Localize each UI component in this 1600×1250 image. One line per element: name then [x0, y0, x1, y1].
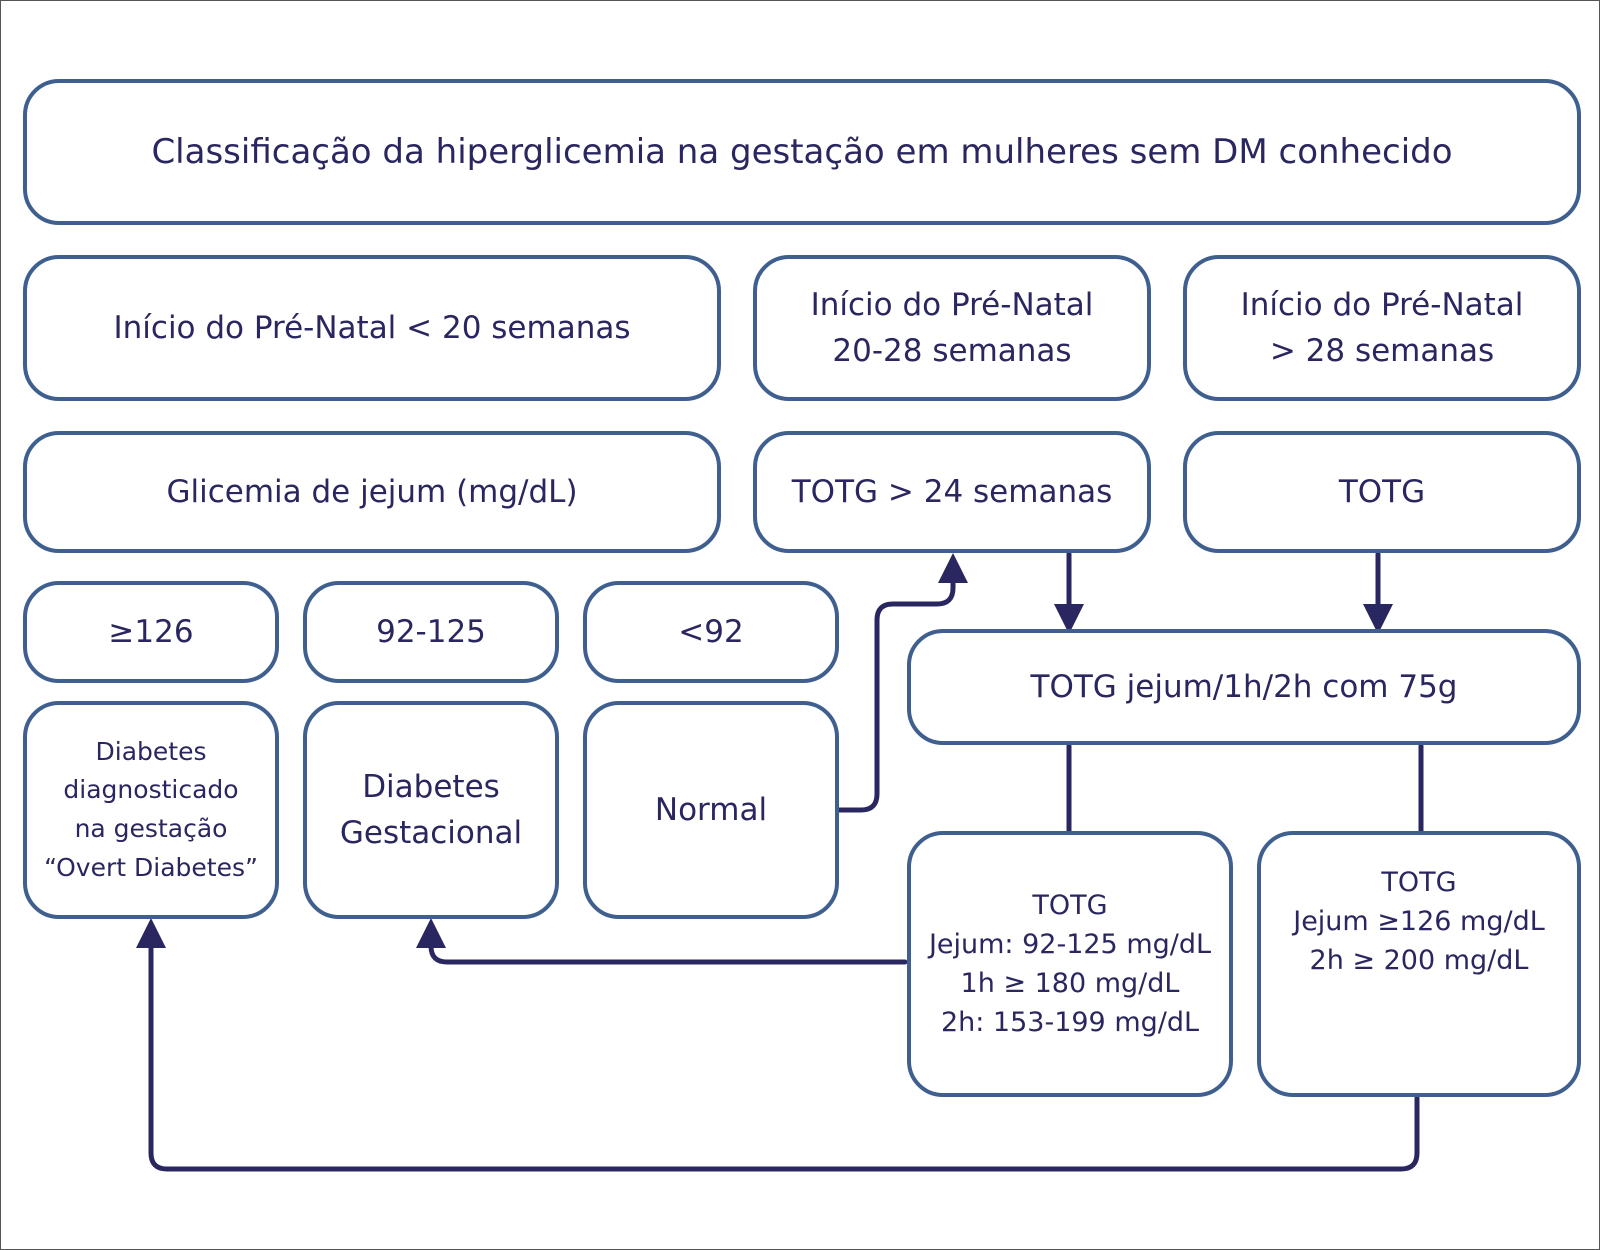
title-box — [23, 79, 1581, 225]
gestational-diabetes-box — [303, 701, 559, 919]
range-low-label: <92 — [678, 613, 744, 650]
overt-criteria-line-3: 2h ≥ 200 mg/dL — [1309, 945, 1529, 977]
prenatal-mid-line1: Início do Pré-Natal — [810, 286, 1094, 323]
overt-line-4: “Overt Diabetes” — [44, 852, 258, 882]
totg-late-label: TOTG — [1338, 473, 1426, 510]
gestational-criteria-line-3: 1h ≥ 180 mg/dL — [960, 968, 1180, 999]
prenatal-early-box — [23, 255, 721, 401]
prenatal-late-box — [1183, 255, 1581, 401]
range-mid-box — [303, 581, 559, 683]
overt-diabetes-box — [23, 701, 279, 919]
gestational-criteria-line-2: Jejum: 92-125 mg/dL — [928, 928, 1212, 960]
totg-75-box — [907, 629, 1581, 745]
gestational-line-1: Diabetes — [362, 768, 500, 805]
fasting-glucose-box — [23, 431, 721, 553]
overt-criteria-box — [1257, 831, 1581, 1097]
range-mid-label: 92-125 — [376, 613, 486, 650]
prenatal-late-line2: > 28 semanas — [1269, 333, 1495, 369]
gestational-line-2: Gestacional — [339, 815, 523, 851]
overt-line-2: diagnosticado — [63, 775, 239, 805]
diagram-title: Classificação da hiperglicemia na gestação em mulheres sem DM conhecido — [151, 131, 1453, 172]
connector-criteria-to-gestational — [431, 933, 905, 962]
totg-24-label: TOTG > 24 semanas — [791, 473, 1113, 510]
gestational-criteria-box — [907, 831, 1233, 1097]
prenatal-mid-line2: 20-28 semanas — [832, 333, 1072, 369]
range-high-label: ≥126 — [108, 613, 194, 650]
fasting-glucose-label: Glicemia de jejum (mg/dL) — [166, 473, 578, 510]
overt-line-1: Diabetes — [95, 736, 207, 766]
overt-criteria-line-1: TOTG — [1381, 867, 1457, 898]
prenatal-mid-box — [753, 255, 1151, 401]
totg-late-box — [1183, 431, 1581, 553]
range-high-box — [23, 581, 279, 683]
gestational-criteria-line-4: 2h: 153-199 mg/dL — [940, 1007, 1200, 1039]
prenatal-late-line1: Início do Pré-Natal — [1240, 286, 1524, 323]
prenatal-early-label: Início do Pré-Natal < 20 semanas — [113, 309, 631, 346]
range-low-box — [583, 581, 839, 683]
overt-criteria-line-2: Jejum ≥126 mg/dL — [1293, 906, 1545, 938]
normal-box — [583, 701, 839, 919]
overt-line-3: na gestação — [74, 814, 228, 843]
totg-75-label: TOTG jejum/1h/2h com 75g — [1030, 668, 1458, 705]
gestational-criteria-line-1: TOTG — [1032, 889, 1108, 921]
totg-24-box — [753, 431, 1151, 553]
normal-label: Normal — [654, 791, 768, 828]
